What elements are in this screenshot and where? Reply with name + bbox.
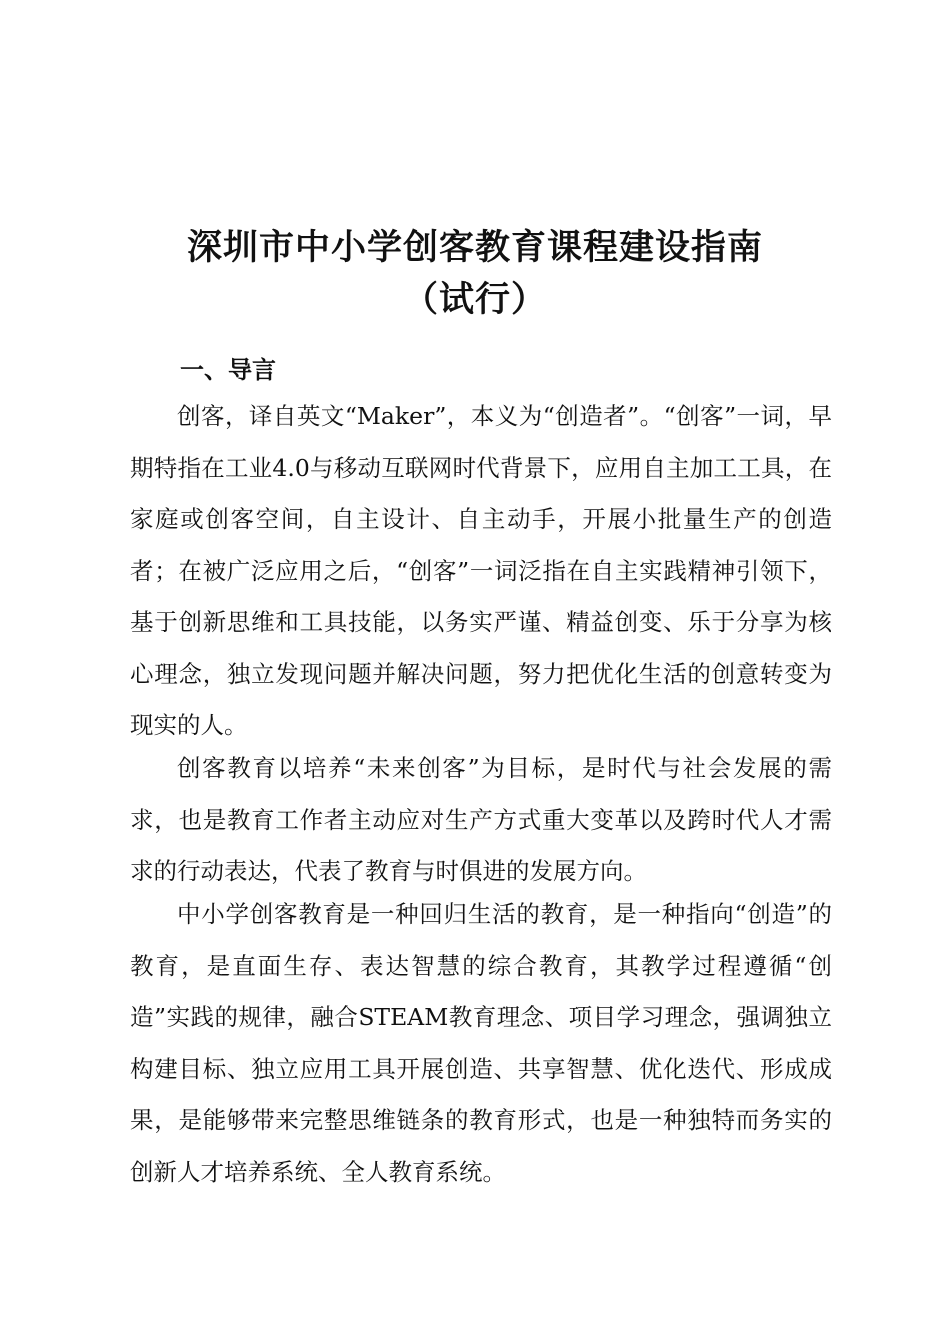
paragraph-maker-education-goal: 创客教育以培养“未来创客”为目标，是时代与社会发展的需求，也是教育工作者主动应对生产方式重大变革以及跨时代人才需求的行动表达，代表了教育与时俱进的发展方向。 [130, 754, 832, 885]
section-heading: 一、导言 [180, 356, 276, 384]
document-title: 深圳市中小学创客教育课程建设指南 [186, 227, 763, 268]
paragraph-school-maker-education: 中小学创客教育是一种回归生活的教育，是一种指向“创造”的教育，是直面生存、表达智慧的综合教育，其教学过程遵循“创造”实践的规律，融合STEAM教育理念、项目学习理念，强调独立构建目标、独立应用工具开展创造、共享智慧、优化迭代、形成成果，是能够带来完整思维链条的教育形式，也是一种独特而务实的创新人才培养系统、全人教育系统。 [130, 900, 832, 1186]
document-subtitle: （试行） [402, 279, 547, 320]
paragraph-maker-definition: 创客，译自英文“Maker”，本义为“创造者”。“创客”一词，早期特指在工业4.0与移动互联网时代背景下，应用自主加工工具，在家庭或创客空间，自主设计、自主动手，开展小批量生产的创造者；在被广泛应用之后，“创客”一词泛指在自主实践精神引领下，基于创新思维和工具技能，以务实严谨、精益创变、乐于分享为核心理念，独立发现问题并解决问题，努力把优化生活的创意转变为现实的人。 [130, 402, 832, 739]
